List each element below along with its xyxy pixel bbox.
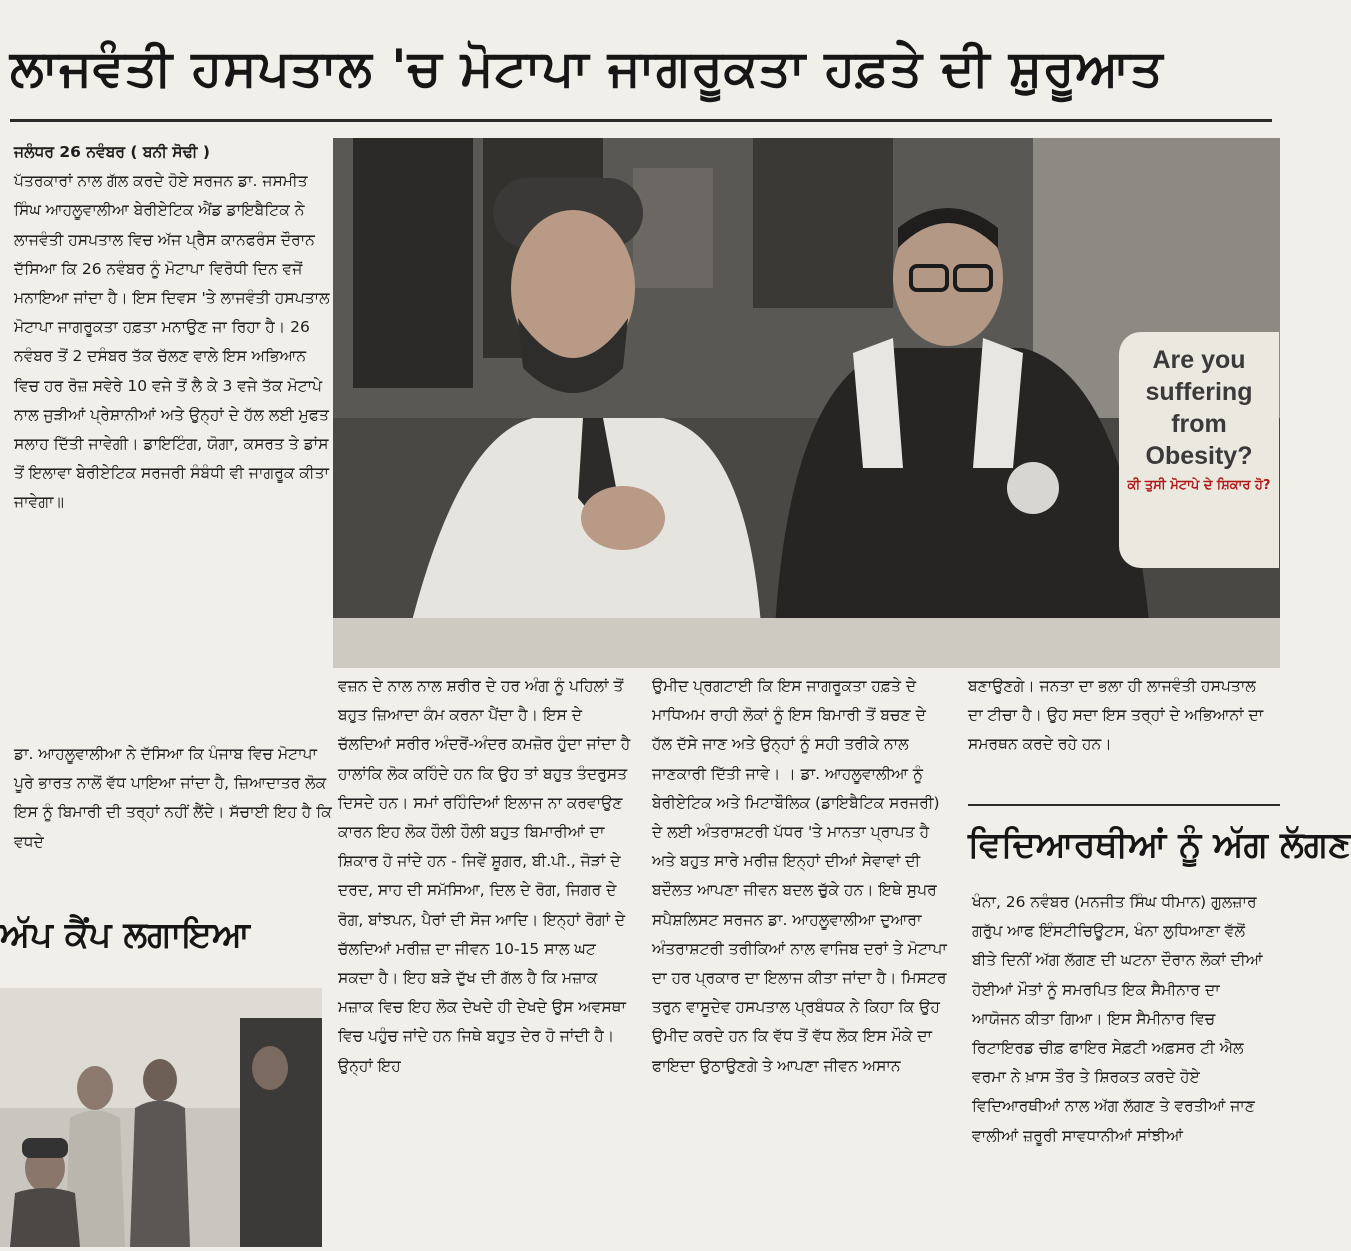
obesity-poster [1119,332,1279,568]
main-story-paragraph-4: ਉਮੀਦ ਪ੍ਰਗਟਾਈ ਕਿ ਇਸ ਜਾਗਰੂਕਤਾ ਹਫ਼ਤੇ ਦੇ ਮਾਧਿਅਮ ਰਾਹੀ ਲੋਕਾਂ ਨੂੰ ਇਸ ਬਿਮਾਰੀ ਤੋਂ ਬਚਣ ਦੇ ਹੱਲ ਦੱਸੇ ਜਾਣ ਅਤੇ ਉਨ੍ਹਾਂ ਨੂੰ ਸਹੀ ਤਰੀਕੇ ਨਾਲ ਜਾਣਕਾਰੀ ਦਿੱਤੀ ਜਾਵੇ। । ਡਾ. ਆਹਲੂਵਾਲੀਆ ਨੂੰ ਬੇਰੀਏਟਿਕ ਅਤੇ ਮਿਟਾਬੌਲਿਕ (ਡਾਇਬੈਟਿਕ ਸਰਜਰੀ) ਦੇ ਲਈ ਅੰਤਰਾਸ਼ਟਰੀ ਪੱਧਰ 'ਤੇ ਮਾਨਤਾ ਪ੍ਰਾਪਤ ਹੈ ਅਤੇ ਬਹੁਤ ਸਾਰੇ ਮਰੀਜ਼ ਇਨ੍ਹਾਂ ਦੀਆਂ ਸੇਵਾਵਾਂ ਦੀ ਬਦੌਲਤ ਆਪਣਾ ਜੀਵਨ ਬਦਲ ਚੁੱਕੇ ਹਨ। ਇਥੇ ਸੁਪਰ ਸਪੈਸ਼ਲਿਸਟ ਸਰਜਨ ਡਾ. ਆਹਲੂਵਾਲੀਆ ਦੁਆਰਾ ਅੰਤਰਾਸ਼ਟਰੀ ਤਰੀਕਿਆਂ ਨਾਲ ਵਾਜਿਬ ਦਰਾਂ ਤੇ ਮੋਟਾਪਾ ਦਾ ਹਰ ਪ੍ਰਕਾਰ ਦਾ ਇਲਾਜ ਕੀਤਾ ਜਾਂਦਾ ਹੈ। ਮਿਸਟਰ ਤਰੁਨ ਵਾਸੂਦੇਵ ਹਸਪਤਾਲ ਪ੍ਰਬੰਧਕ ਨੇ ਕਿਹਾ ਕਿ ਉਹ ਉਮੀਦ ਕਰਦੇ ਹਨ ਕਿ ਵੱਧ ਤੋਂ ਵੱਧ ਲੋਕ ਇਸ ਮੌਕੇ ਦਾ ਫਾਇਦਾ ਉਠਾਉਣਗੇ ਤੇ ਆਪਣਾ ਜੀਵਨ ਅਸਾਨ [652,677,947,1075]
main-story-paragraph-2: ਡਾ. ਆਹਲੂਵਾਲੀਆ ਨੇ ਦੱਸਿਆ ਕਿ ਪੰਜਾਬ ਵਿਚ ਮੋਟਾਪਾ ਪੂਰੇ ਭਾਰਤ ਨਾਲੋਂ ਵੱਧ ਪਾਇਆ ਜਾਂਦਾ ਹੈ, ਜ਼ਿਆਦਾਤਰ ਲੋਕ ਇਸ ਨੂੰ ਬਿਮਾਰੀ ਦੀ ਤਰ੍ਹਾਂ ਨਹੀਂ ਲੈਂਦੇ। ਸੱਚਾਈ ਇਹ ਹੈ ਕਿ ਵਧਦੇ [14,745,332,851]
main-story-paragraph-5: ਬਣਾਉਣਗੇ। ਜਨਤਾ ਦਾ ਭਲਾ ਹੀ ਲਾਜਵੰਤੀ ਹਸਪਤਾਲ ਦਾ ਟੀਚਾ ਹੈ। ਉਹ ਸਦਾ ਇਸ ਤਰ੍ਹਾਂ ਦੇ ਅਭਿਆਨਾਂ ਦਾ ਸਮਰਥਨ ਕਰਦੇ ਰਹੇ ਹਨ। [968,677,1264,754]
press-conference-photo [333,138,1280,668]
main-story-column-4 [968,672,1268,792]
main-story-dateline: ਜਲੰਧਰ 26 ਨਵੰਬਰ ( ਬਨੀ ਸੋਢੀ ) [14,143,210,161]
poster-line-3: from [1171,410,1227,438]
main-story-column-1 [14,138,332,780]
side-story-body: ਗੁਲਜ਼ਾਰ ਗਰੁੱਪ ਆਫ ਇੰਸਟੀਚਿਊਟਸ, ਖੰਨਾ ਲੁਧਿਆਣਾ ਵੱਲੋਂ ਬੀਤੇ ਦਿਨੀਂ ਅੱਗ ਲੱਗਣ ਦੀ ਘਟਨਾ ਦੌਰਾਨ ਲੋਕਾਂ ਦੀਆਂ ਹੋਈਆਂ ਮੌਤਾਂ ਨੂੰ ਸਮਰਪਿਤ ਇਕ ਸੈਮੀਨਾਰ ਦਾ ਆਯੋਜਨ ਕੀਤਾ ਗਿਆ। ਇਸ ਸੈਮੀਨਾਰ ਵਿਚ ਰਿਟਾਇਰਡ ਚੀਫ਼ ਫਾਇਰ ਸੇਫ਼ਟੀ ਅਫ਼ਸਰ ਟੀ ਐਲ ਵਰਮਾ ਨੇ ਖ਼ਾਸ ਤੌਰ ਤੇ ਸ਼ਿਰਕਤ ਕਰਦੇ ਹੋਏ ਵਿਦਿਆਰਥੀਆਂ ਨਾਲ ਅੱਗ ਲੱਗਣ ਤੇ ਵਰਤੀਆਂ ਜਾਣ ਵਾਲੀਆਂ ਜ਼ਰੂਰੀ ਸਾਵਧਾਨੀਆਂ ਸਾਂਝੀਆਂ [972,893,1263,1145]
side-story-column [972,888,1272,1247]
main-headline: ਲਾਜਵੰਤੀ ਹਸਪਤਾਲ 'ਚ ਮੋਟਾਪਾ ਜਾਗਰੂਕਤਾ ਹਫ਼ਤੇ ਦੀ ਸ਼ੁਰੂਆਤ [10,14,1272,122]
main-story-column-2 [338,672,634,1247]
poster-line-4: Obesity? [1145,442,1253,470]
poster-punjabi-line: ਕੀ ਤੁਸੀ ਮੋਟਾਪੇ ਦੇ ਸ਼ਿਕਾਰ ਹੋ? [1127,478,1271,493]
poster-line-2: suffering [1145,378,1253,406]
camp-group-photo-art [0,988,322,1247]
side-story-dateline: ਖੰਨਾ, 26 ਨਵੰਬਰ (ਮਨਜੀਤ ਸਿੰਘ ਧੀਮਾਨ) [972,893,1207,911]
main-story-paragraph-3: ਵਜ਼ਨ ਦੇ ਨਾਲ ਨਾਲ ਸ਼ਰੀਰ ਦੇ ਹਰ ਅੰਗ ਨੂੰ ਪਹਿਲਾਂ ਤੋਂ ਬਹੁਤ ਜ਼ਿਆਦਾ ਕੰਮ ਕਰਨਾ ਪੈਂਦਾ ਹੈ। ਇਸ ਦੇ ਚੱਲਦਿਆਂ ਸਰੀਰ ਅੰਦਰੋਂ-ਅੰਦਰ ਕਮਜ਼ੋਰ ਹੁੰਦਾ ਜਾਂਦਾ ਹੈ ਹਾਲਾਂਕਿ ਲੋਕ ਕਹਿੰਦੇ ਹਨ ਕਿ ਉਹ ਤਾਂ ਬਹੁਤ ਤੰਦਰੁਸਤ ਦਿਸਦੇ ਹਨ। ਸਮਾਂ ਰਹਿੰਦਿਆਂ ਇਲਾਜ ਨਾ ਕਰਵਾਉਣ ਕਾਰਨ ਇਹ ਲੋਕ ਹੌਲੀ ਹੌਲੀ ਬਹੁਤ ਬਿਮਾਰੀਆਂ ਦਾ ਸ਼ਿਕਾਰ ਹੋ ਜਾਂਦੇ ਹਨ - ਜਿਵੇਂ ਸ਼ੂਗਰ, ਬੀ.ਪੀ., ਜੋੜਾਂ ਦੇ ਦਰਦ, ਸਾਹ ਦੀ ਸਮੱਸਿਆ, ਦਿਲ ਦੇ ਰੋਗ, ਜਿਗਰ ਦੇ ਰੋਗ, ਬਾਂਝਪਨ, ਪੈਰਾਂ ਦੀ ਸੋਜ ਆਦਿ। ਇਨ੍ਹਾਂ ਰੋਗਾਂ ਦੇ ਚੱਲਦਿਆਂ ਮਰੀਜ਼ ਦਾ ਜੀਵਨ 10-15 ਸਾਲ ਘਟ ਸਕਦਾ ਹੈ। ਇਹ ਬੜੇ ਦੁੱਖ ਦੀ ਗੱਲ ਹੈ ਕਿ ਮਜ਼ਾਕ ਮਜ਼ਾਕ ਵਿਚ ਇਹ ਲੋਕ ਦੇਖਦੇ ਹੀ ਦੇਖਦੇ ਉਸ ਅਵਸਥਾ ਵਿਚ ਪਹੁੰਚ ਜਾਂਦੇ ਹਨ ਜਿਥੇ ਬਹੁਤ ਦੇਰ ਹੋ ਜਾਂਦੀ ਹੈ। ਉਨ੍ਹਾਂ ਇਹ [338,677,631,1075]
main-story-paragraph-1: ਪੱਤਰਕਾਰਾਂ ਨਾਲ ਗੱਲ ਕਰਦੇ ਹੋਏ ਸਰਜਨ ਡਾ. ਜਸਮੀਤ ਸਿੰਘ ਆਹਲੂਵਾਲੀਆ ਬੇਰੀਏਟਿਕ ਐਂਡ ਡਾਇਬੈਟਿਕ ਨੇ ਲਾਜਵੰਤੀ ਹਸਪਤਾਲ ਵਿਚ ਅੱਜ ਪ੍ਰੈਸ ਕਾਨਫਰੰਸ ਦੌਰਾਨ ਦੱਸਿਆ ਕਿ 26 ਨਵੰਬਰ ਨੂੰ ਮੋਟਾਪਾ ਵਿਰੋਧੀ ਦਿਨ ਵਜੋਂ ਮਨਾਇਆ ਜਾਂਦਾ ਹੈ। ਇਸ ਦਿਵਸ 'ਤੇ ਲਾਜਵੰਤੀ ਹਸਪਤਾਲ ਮੋਟਾਪਾ ਜਾਗਰੂਕਤਾ ਹਫ਼ਤਾ ਮਨਾਉਣ ਜਾ ਰਿਹਾ ਹੈ। 26 ਨਵੰਬਰ ਤੋਂ 2 ਦਸੰਬਰ ਤੱਕ ਚੱਲਣ ਵਾਲੇ ਇਸ ਅਭਿਆਨ ਵਿਚ ਹਰ ਰੋਜ਼ ਸਵੇਰੇ 10 ਵਜੇ ਤੋਂ ਲੈ ਕੇ 3 ਵਜੇ ਤੱਕ ਮੋਟਾਪੇ ਨਾਲ ਜੁੜੀਆਂ ਪ੍ਰੇਸ਼ਾਨੀਆਂ ਅਤੇ ਉਨ੍ਹਾਂ ਦੇ ਹੱਲ ਲਈ ਮੁਫਤ ਸਲਾਹ ਦਿੱਤੀ ਜਾਵੇਗੀ। ਡਾਇਟਿੰਗ, ਯੋਗਾ, ਕਸਰਤ ਤੇ ਡਾਂਸ ਤੋਂ ਇਲਾਵਾ ਬੇਰੀਏਟਿਕ ਸਰਜਰੀ ਸੰਬੰਧੀ ਵੀ ਜਾਗਰੂਕ ਕੀਤਾ ਜਾਵੇਗਾ॥ [14,172,330,512]
left-story-headline: ਅੱਪ ਕੈਂਪ ਲਗਾਇਆ [0,915,251,955]
camp-group-photo [0,988,322,1247]
main-story-column-3 [652,672,948,1247]
main-story-column-1b [14,740,332,900]
poster-line-1: Are you [1152,346,1246,374]
side-story-headline: ਵਿਦਿਆਰਥੀਆਂ ਨੂੰ ਅੱਗ ਲੱਗਣ [968,804,1280,882]
